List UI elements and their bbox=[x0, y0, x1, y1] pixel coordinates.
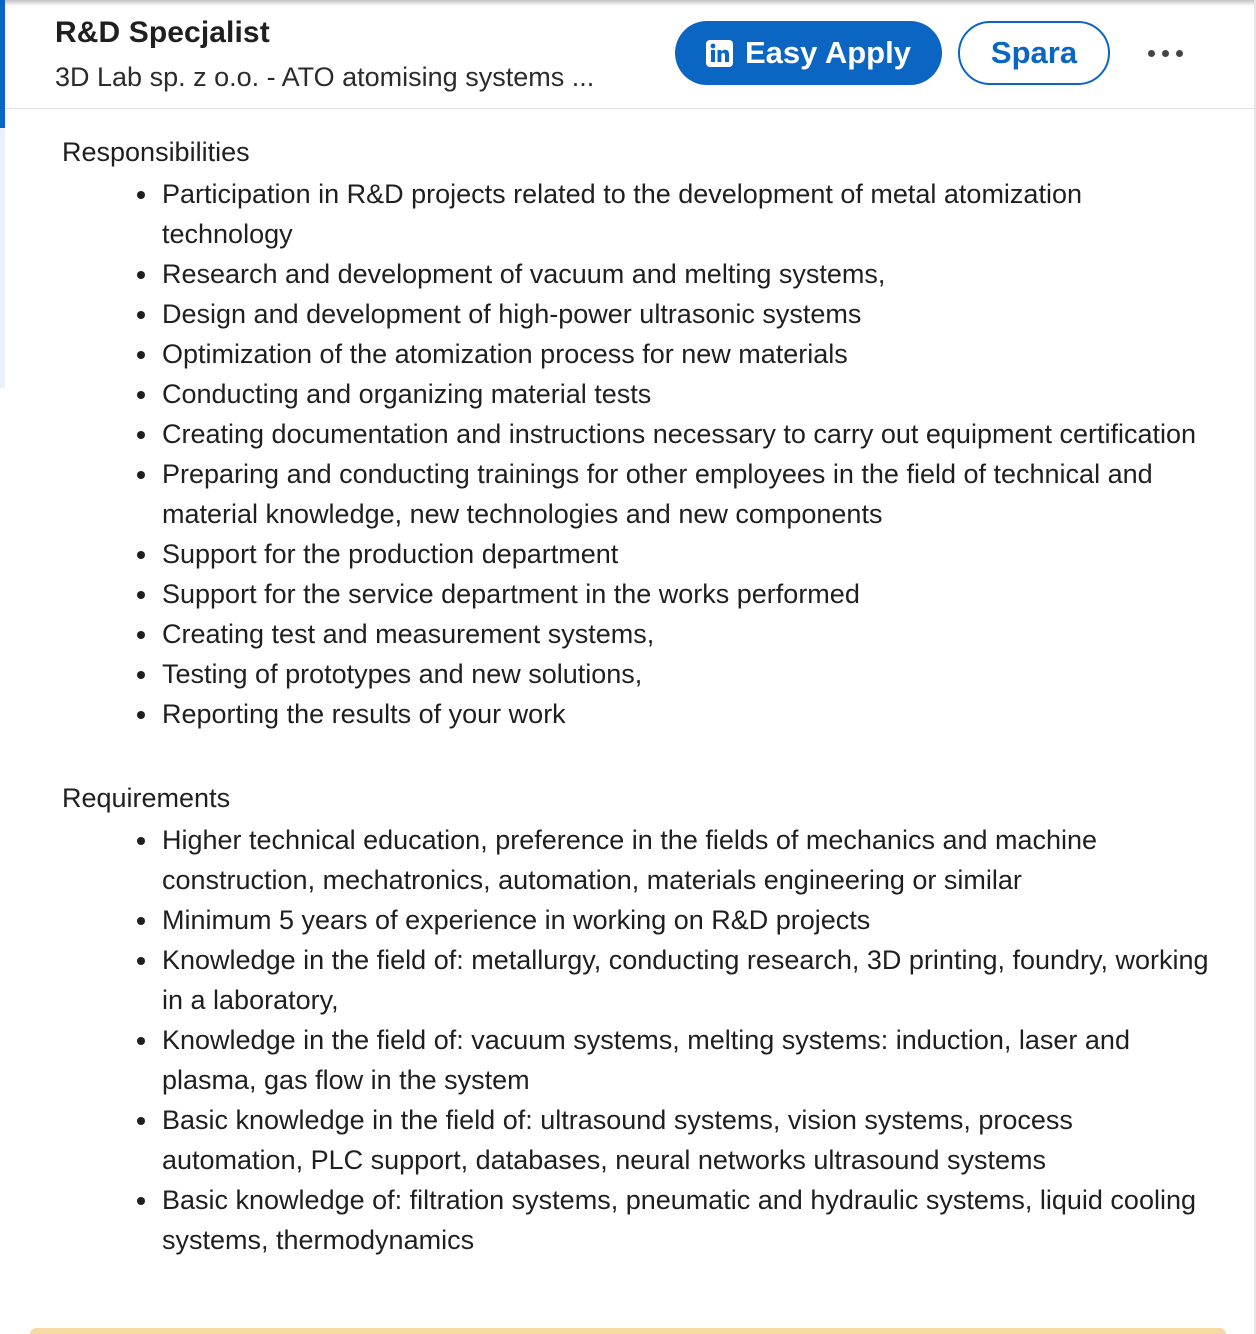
list-item: Participation in R&D projects related to the development of metal atomization technology bbox=[162, 174, 1212, 254]
list-item: Support for the production department bbox=[162, 534, 1212, 574]
more-options-icon[interactable] bbox=[1137, 26, 1193, 80]
list-item: Knowledge in the field of: metallurgy, conducting research, 3D printing, foundry, working in a laboratory, bbox=[162, 940, 1212, 1020]
list-item: Support for the service department in the works performed bbox=[162, 574, 1212, 614]
list-item: Design and development of high-power ultrasonic systems bbox=[162, 294, 1212, 334]
responsibilities-list bbox=[62, 174, 1212, 734]
list-item: Research and development of vacuum and melting systems, bbox=[162, 254, 1212, 294]
requirements-heading: Requirements bbox=[62, 783, 231, 813]
list-item: Testing of prototypes and new solutions, bbox=[162, 654, 1212, 694]
more-dot bbox=[1148, 50, 1155, 57]
responsibilities-heading: Responsibilities bbox=[62, 137, 250, 167]
more-dot bbox=[1176, 50, 1183, 57]
easy-apply-button[interactable] bbox=[675, 21, 942, 85]
list-item: Creating test and measurement systems, bbox=[162, 614, 1212, 654]
list-item: Conducting and organizing material tests bbox=[162, 374, 1212, 414]
list-item: Optimization of the atomization process for new materials bbox=[162, 334, 1212, 374]
requirements-list bbox=[62, 820, 1212, 1260]
easy-apply-label: Easy Apply bbox=[745, 35, 911, 70]
company-name[interactable]: 3D Lab sp. z o.o. - ATO atomising systems ... bbox=[55, 62, 595, 92]
sticky-job-header bbox=[5, 6, 1254, 109]
list-item: Creating documentation and instructions necessary to carry out equipment certification bbox=[162, 414, 1212, 454]
linkedin-icon bbox=[706, 40, 733, 67]
list-item: Preparing and conducting trainings for other employees in the field of technical and material knowledge, new technologies and new components bbox=[162, 454, 1212, 534]
list-item: Basic knowledge in the field of: ultrasound systems, vision systems, process automation, PLC support, databases, neural networks ultrasound systems bbox=[162, 1100, 1212, 1180]
section-spacer bbox=[62, 734, 1212, 776]
list-item: Higher technical education, preference in the fields of mechanics and machine construction, mechatronics, automation, materials engineering or similar bbox=[162, 820, 1212, 900]
job-description bbox=[62, 130, 1212, 1260]
left-edge-strip bbox=[0, 128, 5, 388]
job-title[interactable]: R&D Specjalist bbox=[55, 16, 270, 49]
list-item: Reporting the results of your work bbox=[162, 694, 1212, 734]
list-item: Minimum 5 years of experience in working on R&D projects bbox=[162, 900, 1212, 940]
list-item: Basic knowledge of: filtration systems, pneumatic and hydraulic systems, liquid cooling systems, thermodynamics bbox=[162, 1180, 1212, 1260]
list-item: Knowledge in the field of: vacuum systems, melting systems: induction, laser and plasma, gas flow in the system bbox=[162, 1020, 1212, 1100]
save-button[interactable]: Spara bbox=[958, 21, 1110, 85]
more-dot bbox=[1162, 50, 1169, 57]
bottom-highlight-bar bbox=[30, 1328, 1226, 1334]
